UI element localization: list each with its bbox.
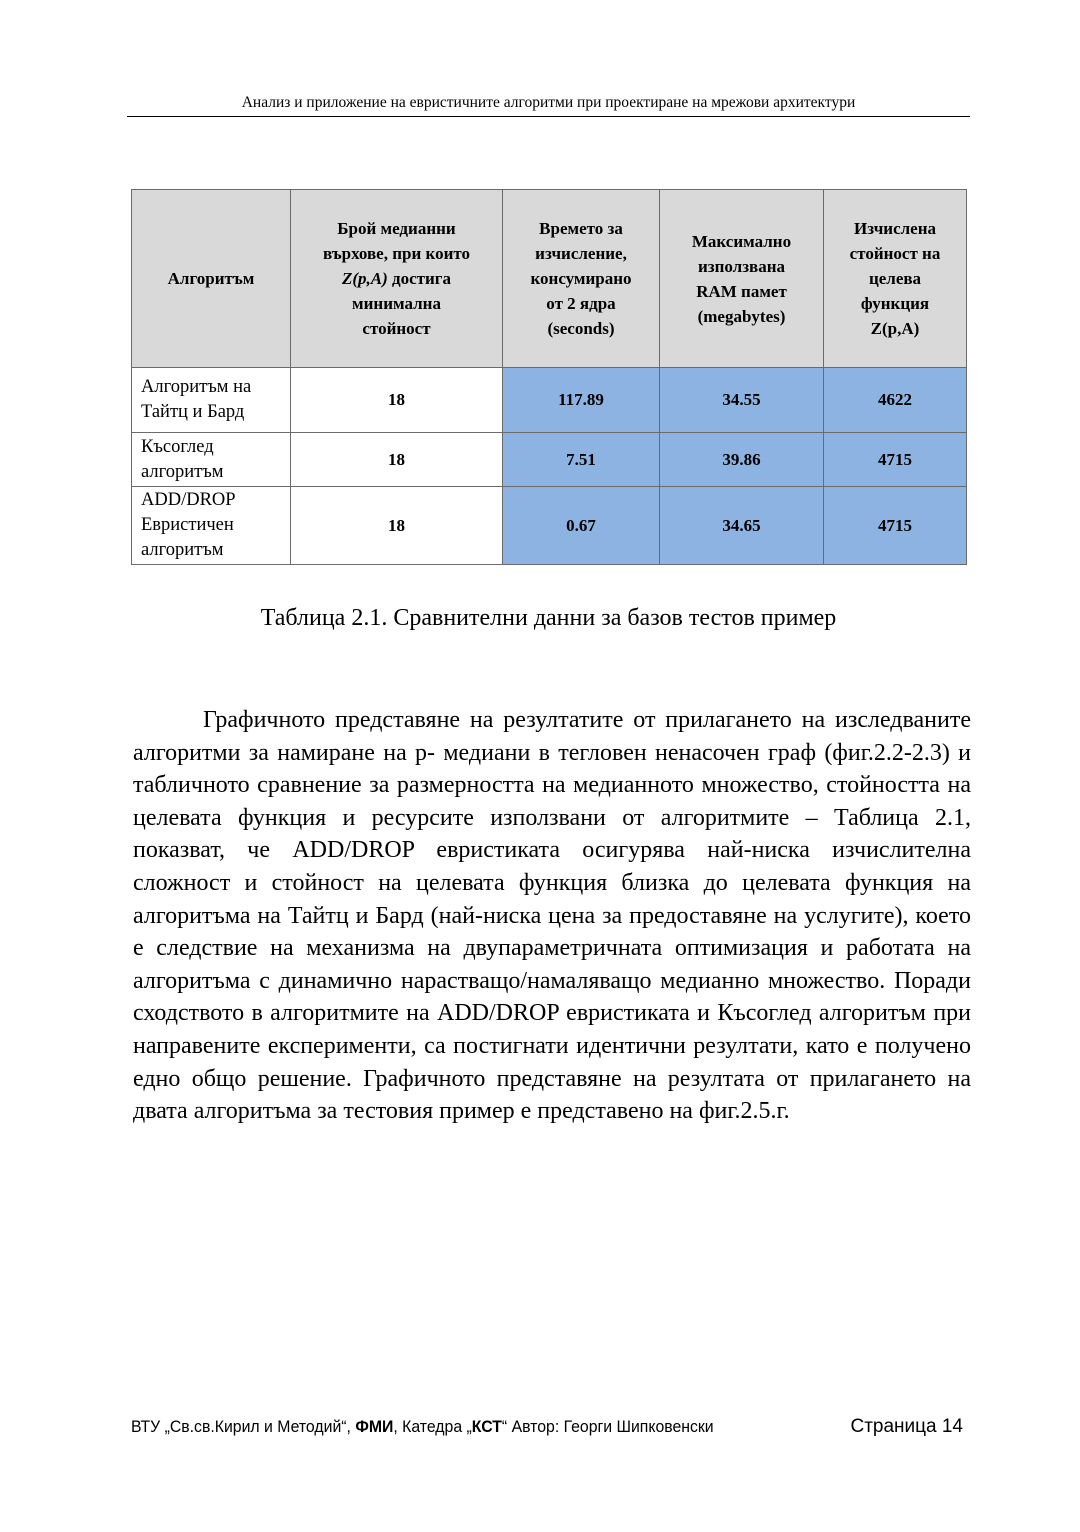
row-algorithm-name: Алгоритъм на Тайтц и Бард	[132, 368, 291, 433]
header-objective-value: Изчислена стойност на целева функция Z(p,A)	[824, 190, 967, 368]
row-algorithm-name: ADD/DROP Евристичен алгоритъм	[132, 487, 291, 565]
row-ram: 34.55	[660, 368, 824, 433]
row-time: 7.51	[503, 433, 660, 487]
header-computation-time: Времето за изчисление, консумирано от 2 ядра (seconds)	[503, 190, 660, 368]
comparison-table	[131, 189, 967, 565]
table-row	[132, 487, 967, 565]
row-objective: 4715	[824, 433, 967, 487]
footer-affiliation: ВТУ „Св.св.Кирил и Методий“, ФМИ, Катедра „КСТ“ Автор: Георги Шипковенски	[131, 1417, 714, 1436]
page-number: Страница 14	[850, 1416, 963, 1437]
row-ram: 34.65	[660, 487, 824, 565]
header-algorithm: Алгоритъм	[132, 190, 291, 368]
row-time: 0.67	[503, 487, 660, 565]
table-row	[132, 433, 967, 487]
header-median-count: Брой медианни върхове, при които Z(p,A) достига минимална стойност	[291, 190, 503, 368]
row-algorithm-name: Късоглед алгоритъм	[132, 433, 291, 487]
header-rule	[127, 116, 970, 117]
header-max-ram: Максимално използвана RAM памет (megabytes)	[660, 190, 824, 368]
body-paragraph: Графичното представяне на резултатите от прилагането на изследваните алгоритми за намиране на р- медиани в тегловен ненасочен граф (фиг.2.2-2.3) и табличното сравнение за размерността на медианното множество, стойността на целевата функция и ресурсите използвани от алгоритмите – Таблица 2.1, показват, че ADD/DROP евристиката осигурява най-ниска изчислителна сложност и стойност на целевата функция близка до целевата функция на алгоритъма на Тайтц и Бард (най-ниска цена за предоставяне на услугите), което е следствие на механизма на двупараметричната оптимизация и работата на алгоритъма с динамично нарастващо/намаляващо медианно множество. Поради сходството в алгоритмите на ADD/DROP евристиката и Късоглед алгоритъм при направените експерименти, са постигнати идентични резултати, като е получено едно общо решение. Графичното представяне на резултата от прилагането на двата алгоритъма за тестовия пример е представено на фиг.2.5.г.	[133, 707, 971, 1125]
table-row	[132, 368, 967, 433]
row-time: 117.89	[503, 368, 660, 433]
row-medians: 18	[291, 487, 503, 565]
footer-department: КСТ	[471, 1417, 502, 1436]
table-caption: Таблица 2.1. Сравнителни данни за базов тестов пример	[260, 605, 837, 631]
row-ram: 39.86	[660, 433, 824, 487]
header-median-math-line: Z(p,A) достига	[341, 269, 452, 288]
row-objective: 4622	[824, 368, 967, 433]
math-z-pa: Z(p,A)	[341, 269, 388, 288]
table-header-row	[132, 190, 967, 368]
footer-faculty: ФМИ	[355, 1417, 394, 1436]
running-header: Анализ и приложение на евристичните алгоритми при проектиране на мрежови архитектури	[241, 94, 856, 111]
row-medians: 18	[291, 433, 503, 487]
row-medians: 18	[291, 368, 503, 433]
row-objective: 4715	[824, 487, 967, 565]
